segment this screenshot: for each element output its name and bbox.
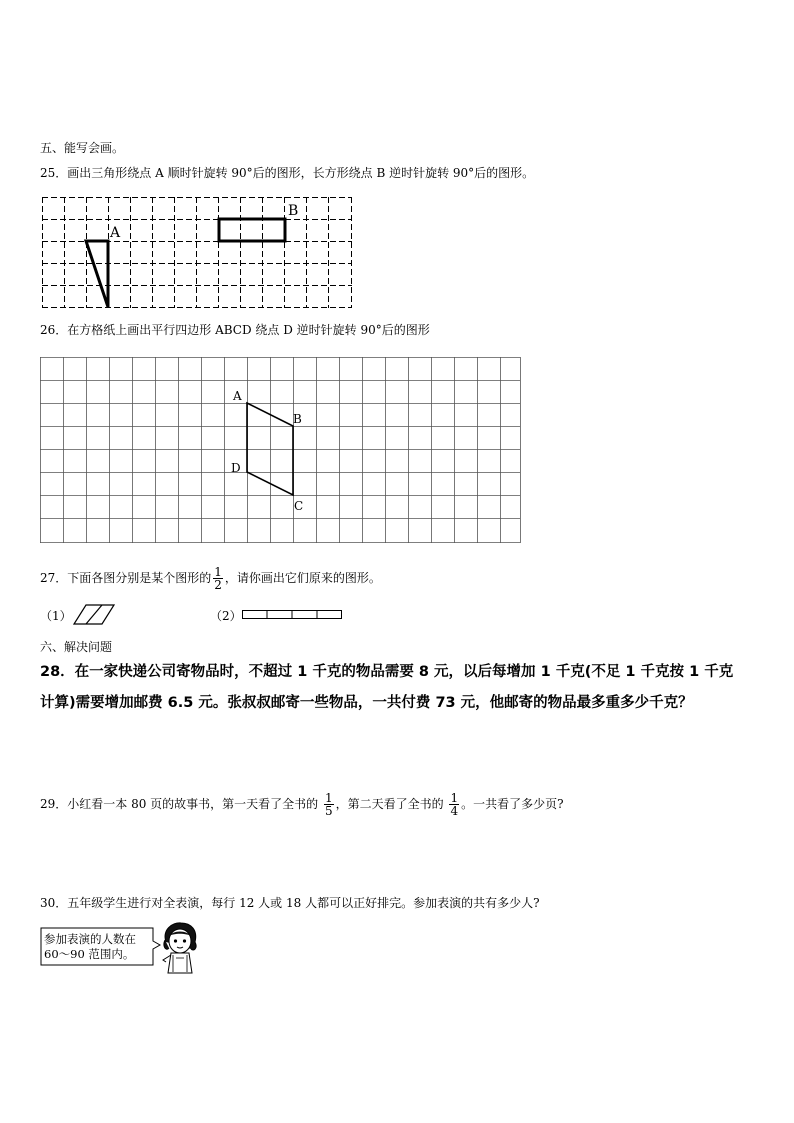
q25-label-a: A [110,225,121,241]
q28-line1: 28．在一家快递公司寄物品时，不超过 1 千克的物品需要 8 元，以后每增加 1 千克(不足 1 千克按 1 千克 [40,664,734,680]
q29-f2-den: 4 [450,804,459,818]
q26-label-b: B [293,412,302,426]
q26-label-c: C [294,499,304,513]
q27-figure2 [242,610,344,620]
q25-label-b: B [288,203,299,219]
q29-part1: 29．小红看一本 80 页的故事书，第一天看了全书的 [40,797,319,811]
q30-text: 30．五年级学生进行对全表演，每行 12 人或 18 人都可以正好排完。参加表演的共有多少人? [40,896,540,910]
q30-bubble-line1: 参加表演的人数在 [44,932,136,946]
q29-fraction1 [324,792,334,817]
q29-f2-num: 1 [450,791,459,805]
section6-title: 六、解决问题 [40,640,113,654]
q26-grid [40,357,522,545]
q29-fraction2 [449,792,459,817]
q29-f1-num: 1 [325,791,333,805]
q25-rectangle [219,219,285,241]
section5-title: 五、能写会画。 [40,141,125,155]
q25-text: 25．画出三角形绕点 A 顺时针旋转 90°后的图形，长方形绕点 B 逆时针旋转 90°后的图形。 [40,166,535,180]
q26-label-d: D [231,461,241,475]
q27-fraction [213,566,223,591]
q25-grid [42,197,354,309]
q27-frac-num: 1 [214,565,222,579]
q26-label-a: A [233,389,242,403]
q27-text-after: ，请你画出它们原来的图形。 [224,571,381,585]
q30-bubble-line2: 60～90 范围内。 [44,947,135,961]
q29-line [40,789,564,819]
q27-text-before: 27．下面各图分别是某个图形的 [40,571,212,585]
q27-frac-den: 2 [214,578,222,592]
q26-text: 26．在方格纸上画出平行四边形 ABCD 绕点 D 逆时针旋转 90°后的图形 [40,323,430,337]
q27-figure1 [74,604,116,626]
q27-item2: （2） [210,609,242,623]
q29-part2: ，第二天看了全书的 [335,797,444,811]
q27-item1: （1） [40,609,72,623]
q27-line [40,563,381,593]
q29-part3: 。一共看了多少页? [461,797,564,811]
q26-parallelogram [247,403,293,495]
girl-illustration [160,922,200,974]
q29-f1-den: 5 [325,804,333,818]
q25-triangle [86,241,108,307]
q28-line2: 计算)需要增加邮费 6.5 元。张叔叔邮寄一些物品，一共付费 73 元，他邮寄的物品最多重多少千克？ [40,695,693,711]
